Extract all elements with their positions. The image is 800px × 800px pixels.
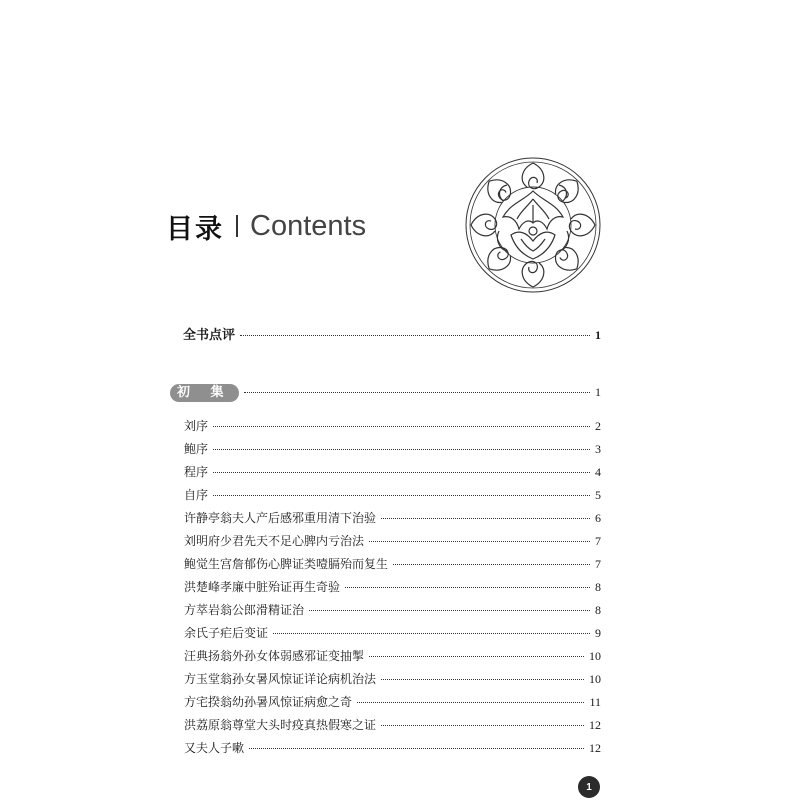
toc-heading <box>166 206 366 246</box>
toc-entry-label: 刘明府少君先天不足心脾内亏治法 <box>184 534 365 548</box>
dot-leader <box>309 610 590 611</box>
dot-leader <box>244 392 590 393</box>
dot-leader <box>213 472 590 473</box>
dot-leader <box>381 679 584 680</box>
toc-entry-label: 刘序 <box>184 419 209 433</box>
toc-entry-label: 方玉堂翁孙女暑风惊证详论病机治法 <box>184 672 377 686</box>
dot-leader <box>240 335 590 336</box>
heading-english: Contents <box>250 209 367 242</box>
dot-leader <box>381 725 584 726</box>
toc-entry[interactable] <box>184 464 601 480</box>
toc-entry-page: 10 <box>589 672 601 686</box>
toc-entry[interactable] <box>184 533 601 549</box>
toc-entry-label: 洪楚峰孝廉中脏殆证再生奇验 <box>184 580 341 594</box>
toc-entry-page: 10 <box>589 649 601 663</box>
toc-entry-label: 又夫人子嗽 <box>184 741 245 755</box>
toc-entry-page: 9 <box>595 626 601 640</box>
floral-medallion-icon <box>463 155 603 295</box>
toc-entry[interactable] <box>184 717 601 733</box>
toc-entry-label: 洪荔原翁尊堂大头时疫真热假寒之证 <box>184 718 377 732</box>
toc-entry-page: 11 <box>589 695 601 709</box>
heading-divider <box>236 215 238 237</box>
toc-entry-label: 余氏子疟后变证 <box>184 626 269 640</box>
toc-entry[interactable] <box>184 418 601 434</box>
toc-entry-label: 汪典扬翁外孙女体弱感邪证变抽掣 <box>184 649 365 663</box>
toc-entry-label: 自序 <box>184 488 209 502</box>
toc-entry-page: 5 <box>595 488 601 502</box>
dot-leader <box>345 587 590 588</box>
toc-entry[interactable] <box>184 740 601 756</box>
toc-entry-label: 鲍序 <box>184 442 209 456</box>
toc-entry[interactable] <box>184 625 601 641</box>
toc-entry-label: 方宅揆翁幼孙暑风惊证病愈之奇 <box>184 695 353 709</box>
toc-entry[interactable] <box>184 602 601 618</box>
toc-entry[interactable] <box>184 648 601 664</box>
dot-leader <box>249 748 584 749</box>
toc-entry-page: 12 <box>589 718 601 732</box>
toc-entry[interactable] <box>184 579 601 595</box>
toc-entry-page: 7 <box>595 557 601 571</box>
toc-entry[interactable] <box>184 441 601 457</box>
toc-entry-page: 1 <box>595 385 601 399</box>
toc-entry-page: 7 <box>595 534 601 548</box>
toc-entry-page: 8 <box>595 580 601 594</box>
toc-entry-page: 12 <box>589 741 601 755</box>
toc-entry-label: 程序 <box>184 465 209 479</box>
dot-leader <box>381 518 590 519</box>
toc-entry-page: 3 <box>595 442 601 456</box>
toc-entry[interactable] <box>184 671 601 687</box>
toc-entry-page: 6 <box>595 511 601 525</box>
dot-leader <box>213 449 590 450</box>
dot-leader <box>393 564 590 565</box>
toc-entry-book-review[interactable] <box>183 327 601 343</box>
toc-entry-label: 方萃岩翁公郎滑精证治 <box>184 603 305 617</box>
page-number-badge: 1 <box>578 776 600 798</box>
dot-leader <box>213 495 590 496</box>
dot-leader <box>273 633 590 634</box>
dot-leader <box>213 426 590 427</box>
section-badge: 初 集 <box>170 384 239 402</box>
dot-leader <box>369 656 584 657</box>
toc-entry[interactable] <box>184 694 601 710</box>
toc-entry[interactable] <box>184 556 601 572</box>
toc-entry-label: 全书点评 <box>183 328 236 343</box>
heading-chinese: 目录 <box>166 213 224 245</box>
toc-section-first-collection[interactable] <box>170 384 601 400</box>
toc-entry-page: 8 <box>595 603 601 617</box>
toc-entry[interactable] <box>184 487 601 503</box>
toc-entry-page: 2 <box>595 419 601 433</box>
toc-entry-label: 鲍觉生宫詹郁伤心脾证类噎膈殆而复生 <box>184 557 389 571</box>
toc-entry-page: 4 <box>595 465 601 479</box>
toc-entry-label: 许静亭翁夫人产后感邪重用清下治验 <box>184 511 377 525</box>
dot-leader <box>357 702 584 703</box>
toc-entry[interactable] <box>184 510 601 526</box>
dot-leader <box>369 541 590 542</box>
toc-entry-page: 1 <box>595 328 601 342</box>
